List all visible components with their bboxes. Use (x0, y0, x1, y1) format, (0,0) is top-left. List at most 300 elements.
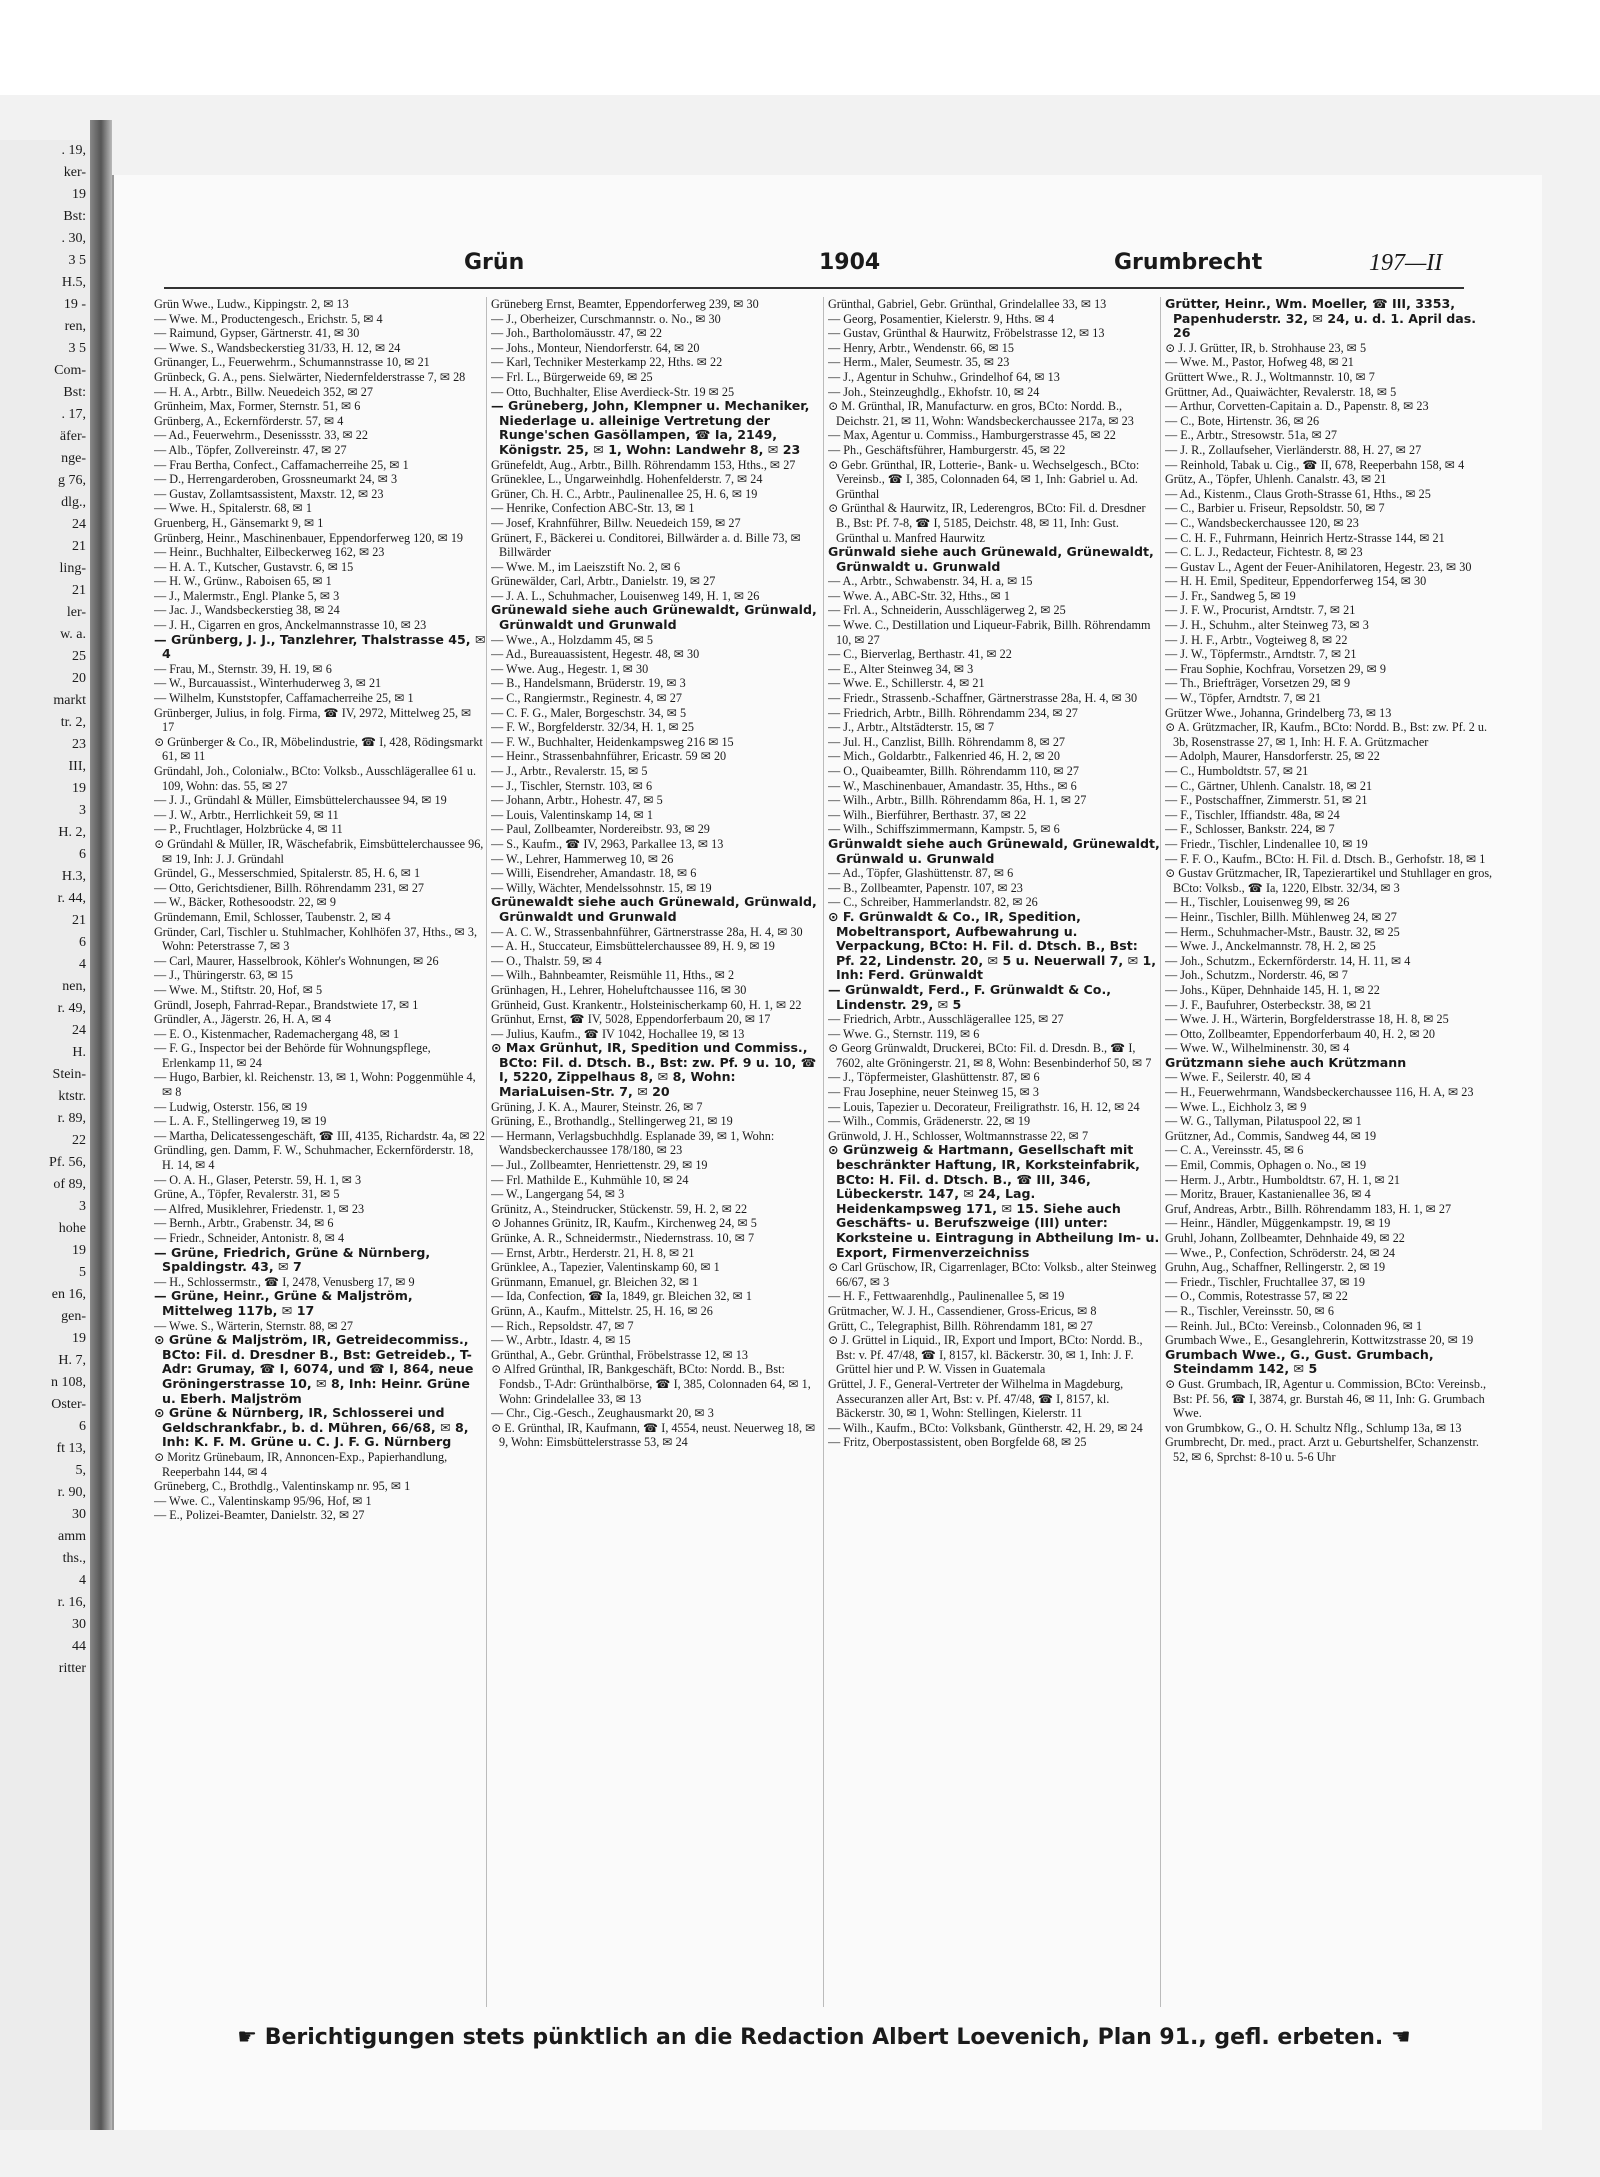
directory-entry: — J. W., Arbtr., Herrlichkeit 59, ✉ 11 (154, 807, 339, 822)
pointing-hand-right-icon: ☚ (1390, 2025, 1411, 2050)
directory-entry: — W., Töpfer, Arndtstr. 7, ✉ 21 (1165, 691, 1322, 706)
directory-entry: — F. W., Buchhalter, Heidenkampsweg 216 ✉ 15 (491, 734, 734, 749)
directory-entry: — Ida, Confection, ☎ Ia, 1849, gr. Bleichen 32, ✉ 1 (491, 1289, 752, 1304)
directory-entry: — Frau Bertha, Confect., Caffamacherreihe 25, ✉ 1 (154, 457, 409, 472)
directory-entry: Grünheid, Gust. Krankentr., Holsteinischerkamp 60, H. 1, ✉ 22 (491, 997, 802, 1012)
book-gutter (90, 120, 112, 2130)
adjacent-page-fragment: markt (53, 693, 86, 708)
adjacent-page-fragment: r. 49, (57, 1001, 86, 1016)
directory-entry: Grünberg, A., Eckernförderstr. 57, ✉ 4 (154, 413, 344, 428)
column-1 (154, 297, 487, 2007)
directory-entry: — Joh., Schutzm., Eckernförderstr. 14, H. 11, ✉ 4 (1165, 953, 1411, 968)
directory-entry: — Wwe. M., im Laeiszstift No. 2, ✉ 6 (491, 559, 681, 574)
directory-entry: Grünmann, Emanuel, gr. Bleichen 32, ✉ 1 (491, 1274, 699, 1289)
directory-entry: — F. F. O., Kaufm., BCto: H. Fil. d. Dtsch. B., Gerhofstr. 18, ✉ 1 (1165, 851, 1486, 866)
adjacent-page-fragment: . 30, (61, 231, 86, 246)
directory-entry: ⊙ Grünberger & Co., IR, Möbelindustrie, ☎ I, 428, Rödingsmarkt 61, ✉ 11 (154, 734, 483, 764)
directory-entry: — C., Gärtner, Uhlenh. Canalstr. 18, ✉ 21 (1165, 778, 1373, 793)
adjacent-page-strip (0, 140, 90, 2130)
directory-entry: — Th., Briefträger, Vorsetzen 29, ✉ 9 (1165, 676, 1351, 691)
directory-entry: — J., Töpfermeister, Glashüttenstr. 87, ✉ 6 (828, 1070, 1040, 1085)
directory-entry: Grütt, C., Telegraphist, Billh. Röhrendamm 181, ✉ 27 (828, 1318, 1093, 1333)
footer-text: Berichtigungen stets pünktlich an die Redaction Albert Loevenich, Plan 91., gefl. erbeten. (264, 2025, 1384, 2050)
directory-entry: — Raimund, Gypser, Gärtnerstr. 41, ✉ 30 (154, 326, 360, 341)
directory-entry: — Joh., Schutzm., Norderstr. 46, ✉ 7 (1165, 968, 1348, 983)
directory-entry: — J., Malermstr., Engl. Planke 5, ✉ 3 (154, 588, 340, 603)
adjacent-page-fragment: . 19, (61, 143, 86, 158)
directory-entry: — Joh., Bartholomäusstr. 47, ✉ 22 (491, 326, 663, 341)
directory-entry: Gruf, Andreas, Arbtr., Billh. Röhrendamm 183, H. 1, ✉ 27 (1165, 1201, 1452, 1216)
directory-entry: — Grünberg, J. J., Tanzlehrer, Thalstrasse 45, ✉ 4 (154, 631, 486, 662)
directory-entry: — Johs., Küper, Dehnhaide 145, H. 1, ✉ 22 (1165, 982, 1380, 997)
directory-entry: Gründer, Carl, Tischler u. Stuhlmacher, Kohlhöfen 37, Hths., ✉ 3, Wohn: Peterstrasse 7, ✉ 3 (154, 924, 478, 954)
directory-entry: — E., Alter Steinweg 34, ✉ 3 (828, 661, 974, 676)
directory-entry: — Friedrich, Arbtr., Billh. Röhrendamm 234, ✉ 27 (828, 705, 1078, 720)
directory-entry: — W., Lehrer, Hammerweg 10, ✉ 26 (491, 851, 674, 866)
adjacent-page-fragment: 24 (72, 1023, 86, 1038)
adjacent-page-fragment: Pf. 56, (49, 1155, 86, 1170)
adjacent-page-fragment: hohe (58, 1221, 86, 1236)
directory-entry: — Wwe. C., Destillation und Liqueur-Fabrik, Billh. Röhrendamm 10, ✉ 27 (828, 618, 1151, 647)
directory-entry: Grünert, F., Bäckerei u. Conditorei, Billwärder a. d. Bille 73, ✉ Billwärder (491, 530, 801, 560)
adjacent-page-fragment: 3 (79, 1199, 86, 1214)
directory-entry: — F. W., Borgfelderstr. 32/34, H. 1, ✉ 25 (491, 720, 694, 735)
header-page-number: 197—II (1369, 250, 1443, 276)
directory-entry: ⊙ Gustav Grützmacher, IR, Tapezierartikel und Stuhllager en gros, BCto: Volksb., ☎ Ia, 1220, Elbstr. 32/34, ✉ 3 (1165, 866, 1493, 895)
directory-entry: — C., Bierverlag, Berthastr. 41, ✉ 22 (828, 647, 1012, 662)
adjacent-page-fragment: ft 13, (56, 1441, 86, 1456)
directory-entry: — Wwe. Aug., Hegestr. 1, ✉ 30 (491, 661, 649, 676)
adjacent-page-fragment: r. 89, (57, 1111, 86, 1126)
directory-entry: — Wwe. C., Valentinskamp 95/96, Hof, ✉ 1 (154, 1493, 372, 1508)
adjacent-page-fragment: r. 16, (57, 1595, 86, 1610)
directory-entry: — H., Schlossermstr., ☎ I, 2478, Venusberg 17, ✉ 9 (154, 1274, 415, 1289)
directory-entry: — C., Schreiber, Hammerlandstr. 82, ✉ 26 (828, 895, 1038, 910)
directory-entry: Grünitz, A., Steindrucker, Stückenstr. 59, H. 2, ✉ 22 (491, 1201, 748, 1216)
directory-entry: — Ad., Töpfer, Glashüttenstr. 87, ✉ 6 (828, 866, 1014, 881)
directory-entry: — Bernh., Arbtr., Grabenstr. 34, ✉ 6 (154, 1216, 334, 1231)
adjacent-page-fragment: of 89, (53, 1177, 86, 1192)
directory-entry: — Wwe. J., Anckelmannstr. 78, H. 2, ✉ 25 (1165, 939, 1376, 954)
header-last-name: Grumbrecht (1114, 250, 1263, 275)
directory-entry: — Grünwaldt, Ferd., F. Grünwaldt & Co., Lindenstr. 29, ✉ 5 (828, 981, 1112, 1012)
pointing-hand-left-icon: ☛ (237, 2025, 258, 2050)
adjacent-page-fragment: ling- (59, 561, 86, 576)
directory-entry: — H., Tischler, Louisenweg 99, ✉ 26 (1165, 895, 1350, 910)
directory-entry: Grünhagen, H., Lehrer, Hoheluftchaussee 116, ✉ 30 (491, 982, 747, 997)
directory-entry: — P., Fruchtlager, Holzbrücke 4, ✉ 11 (154, 822, 343, 837)
directory-entry: Grünklee, A., Tapezier, Valentinskamp 60, ✉ 1 (491, 1260, 720, 1275)
directory-entry: — Wilh., Commis, Grädenerstr. 22, ✉ 19 (828, 1114, 1031, 1129)
directory-entry: — F., Schlosser, Bankstr. 224, ✉ 7 (1165, 822, 1335, 837)
directory-entry: Grünewald siehe auch Grünewaldt, Grünwald, Grünwaldt und Grunwald (491, 602, 817, 633)
directory-entry: ⊙ J. Grüttel in Liquid., IR, Export und Import, BCto: Nordd. B., Bst: v. Pf. 47/48, ☎ I, 8157, kl. Bäckerstr. 30, ✉ 1, Inh: J. F. Grüttel hier und P. W. Vissen in Guatemala (828, 1333, 1143, 1377)
directory-entry: — J., Arbtr., Altstädterstr. 15, ✉ 7 (828, 720, 994, 735)
directory-entry: ⊙ Grüne & Nürnberg, IR, Schlosserei und Geldschrankfabr., b. d. Mühren, 66/68, ✉ 8, Inh: K. F. M. Grüne u. C. J. F. G. Nürnberg (154, 1405, 469, 1450)
directory-entry: — Grüneberg, John, Klempner u. Mechaniker, Niederlage u. alleinige Vertretung der Runge'schen Gasöllampen, ☎ Ia, 2149, Königstr. 25, ✉ 1, Wohn: Landwehr 8, ✉ 23 (491, 398, 810, 457)
header-first-name: Grün (464, 250, 525, 275)
directory-entry: — Frl. A., Schneiderin, Ausschlägerweg 2, ✉ 25 (828, 603, 1066, 618)
directory-entry: — Frau Sophie, Kochfrau, Vorsetzen 29, ✉ 9 (1165, 661, 1386, 676)
directory-entry: Grünwaldt siehe auch Grünewald, Grünewaldt, Grünwald u. Grunwald (828, 835, 1160, 866)
directory-entry: — Wwe. M., Pastor, Hofweg 48, ✉ 21 (1165, 355, 1354, 370)
directory-entry: — Gustav L., Agent der Feuer-Anihilatoren, Hegestr. 23, ✉ 30 (1165, 559, 1472, 574)
directory-entry: — Wwe. S., Wärterin, Sternstr. 88, ✉ 27 (154, 1318, 353, 1333)
adjacent-page-fragment: Stein- (52, 1067, 86, 1082)
directory-entry: — C., Bote, Hirtenstr. 36, ✉ 26 (1165, 413, 1320, 428)
directory-entry: ⊙ F. Grünwaldt & Co., IR, Spedition, Mobeltransport, Aufbewahrung u. Verpackung, BCto: H. Fil. d. Dtsch. B., Bst: Pf. 22, Lindenstr. 20, ✉ 5 u. Neuerwall 7, ✉ 1, Inh: Ferd. Grünwaldt (828, 908, 1157, 983)
directory-entry: — J. W., Töpfermstr., Arndtstr. 7, ✉ 21 (1165, 647, 1357, 662)
directory-entry: — Wwe. M., Stiftstr. 20, Hof, ✉ 5 (154, 982, 323, 997)
adjacent-page-fragment: g 76, (58, 473, 86, 488)
adjacent-page-fragment: tr. 2, (60, 715, 86, 730)
directory-entry: — Wwe. M., Productengesch., Erichstr. 5, ✉ 4 (154, 311, 383, 326)
directory-entry: ⊙ E. Grünthal, IR, Kaufmann, ☎ I, 4554, neust. Neuerweg 18, ✉ 9, Wohn: Eimsbüttelerstrasse 53, ✉ 24 (491, 1420, 816, 1450)
directory-entry: — L. A. F., Stellingerweg 19, ✉ 19 (154, 1114, 327, 1129)
directory-entry: — Otto, Zollbeamter, Eppendorferbaum 40, H. 2, ✉ 20 (1165, 1026, 1435, 1041)
directory-entry: Grünefeldt, Aug., Arbtr., Billh. Röhrendamm 153, Hths., ✉ 27 (491, 457, 796, 472)
directory-entry: ⊙ Grüne & Maljström, IR, Getreidecommiss., BCto: Fil. d. Dresdner B., Bst: Getreideb., T-Adr: Grumay, ☎ I, 6074, und ☎ I, 864, neue Gröningerstrasse 10, ✉ 8, Inh: Heinr. Grüne u. Eberh. Maljström (154, 1332, 474, 1406)
directory-entry: — Wwe., P., Confection, Schröderstr. 24, ✉ 24 (1165, 1245, 1396, 1260)
directory-entry: — Herm., Schuhmacher-Mstr., Baustr. 32, ✉ 25 (1165, 924, 1400, 939)
directory-entry: Grumbach Wwe., E., Gesanglehrerin, Kottwitzstrasse 20, ✉ 19 (1165, 1333, 1474, 1348)
adjacent-page-fragment: H. 7, (58, 1353, 86, 1368)
directory-entry: — H. A. T., Kutscher, Gustavstr. 6, ✉ 15 (154, 559, 354, 574)
directory-entry: — Otto, Gerichtsdiener, Billh. Röhrendamm 231, ✉ 27 (154, 880, 425, 895)
corrections-notice (174, 2025, 1474, 2050)
directory-entry: Grünhut, Ernst, ☎ IV, 5028, Eppendorferbaum 20, ✉ 17 (491, 1012, 771, 1027)
directory-entry: — J. A. L., Schuhmacher, Louisenweg 149, H. 1, ✉ 26 (491, 588, 760, 603)
directory-entry: — Adolph, Maurer, Hansdorferstr. 25, ✉ 22 (1165, 749, 1380, 764)
directory-entry: — Louis, Valentinskamp 14, ✉ 1 (491, 807, 653, 822)
directory-entry: — E. O., Kistenmacher, Rademachergang 48, ✉ 1 (154, 1026, 400, 1041)
adjacent-page-fragment: dlg., (61, 495, 86, 510)
directory-entry: — Karl, Techniker Mesterkamp 22, Hths. ✉ 22 (491, 355, 723, 370)
directory-entry: — O., Quaibeamter, Billh. Röhrendamm 110, ✉ 27 (828, 764, 1079, 778)
directory-entry: — Wwe. S., Wandsbeckerstieg 31/33, H. 12, ✉ 24 (154, 340, 401, 355)
adjacent-page-fragment: 19 (72, 187, 86, 202)
directory-entry: — Mich., Goldarbtr., Falkenried 46, H. 2, ✉ 20 (828, 749, 1060, 764)
directory-entry: — Wwe. J. H., Wärterin, Borgfelderstrasse 18, H. 8, ✉ 25 (1165, 1012, 1449, 1027)
directory-entry: — Henrike, Confection ABC-Str. 13, ✉ 1 (491, 501, 695, 516)
adjacent-page-fragment: 6 (79, 847, 86, 862)
directory-entry: — C., Humboldtstr. 57, ✉ 21 (1165, 764, 1309, 778)
adjacent-page-fragment: 5, (75, 1463, 86, 1478)
directory-entry: — Rich., Repsoldstr. 47, ✉ 7 (491, 1318, 634, 1333)
directory-entry: — F. G., Inspector bei der Behörde für Wohnungspflege, Erlenkamp 11, ✉ 24 (154, 1041, 431, 1070)
directory-entry: — A., Arbtr., Schwabenstr. 34, H. a, ✉ 15 (828, 574, 1033, 589)
directory-entry: — H., Feuerwehrmann, Wandsbeckerchaussee 116, H. A, ✉ 23 (1165, 1085, 1474, 1100)
directory-entry: Grützmann siehe auch Krützmann (1165, 1054, 1407, 1070)
directory-entry: — W., Arbtr., Idastr. 4, ✉ 15 (491, 1333, 631, 1348)
adjacent-page-fragment: 21 (72, 913, 86, 928)
directory-entry: — Carl, Maurer, Hasselbrook, Köhler's Wohnungen, ✉ 26 (154, 953, 439, 968)
directory-entry: Grüning, J. K. A., Maurer, Steinstr. 26, ✉ 7 (491, 1099, 703, 1114)
directory-entry: — Wilhelm, Kunststopfer, Caffamacherreihe 25, ✉ 1 (154, 691, 414, 706)
directory-entry: Grünheim, Max, Former, Sternstr. 51, ✉ 6 (154, 399, 361, 414)
directory-entry: — J. J., Gründahl & Müller, Eimsbüttelerchaussee 94, ✉ 19 (154, 793, 447, 808)
directory-entry: ⊙ Moritz Grünebaum, IR, Annoncen-Exp., Papierhandlung, Reeperbahn 144, ✉ 4 (154, 1449, 448, 1479)
directory-entry: — Julius, Kaufm., ☎ IV 1042, Hochallee 19, ✉ 13 (491, 1026, 745, 1041)
directory-entry: Grützer Wwe., Johanna, Grindelberg 73, ✉ 13 (1165, 705, 1392, 720)
adjacent-page-fragment: H. (72, 1045, 86, 1060)
directory-entry: Grütz, A., Töpfer, Uhlenh. Canalstr. 43, ✉ 21 (1165, 472, 1387, 487)
directory-entry: — Ad., Bureauassistent, Hegestr. 48, ✉ 30 (491, 647, 700, 662)
directory-entry: — E., Polizei-Beamter, Danielstr. 32, ✉ 27 (154, 1508, 365, 1523)
directory-entry: Grünwald siehe auch Grünewald, Grünewaldt, Grünwaldt u. Grunwald (828, 544, 1154, 574)
header-year: 1904 (819, 250, 881, 275)
directory-entry: — Ph., Geschäftsführer, Hamburgerstr. 45, ✉ 22 (828, 442, 1066, 457)
directory-entry: Grünewälder, Carl, Arbtr., Danielstr. 19, ✉ 27 (491, 574, 716, 589)
adjacent-page-fragment: 21 (72, 583, 86, 598)
adjacent-page-fragment: ktstr. (58, 1089, 86, 1104)
directory-entry: Grütter, Heinr., Wm. Moeller, ☎ III, 3353, Papenhuderstr. 32, ✉ 24, u. d. 1. April das. 26 (1165, 297, 1477, 341)
directory-entry: Grüne, A., Töpfer, Revalerstr. 31, ✉ 5 (154, 1187, 340, 1202)
directory-entry: — Wilh., Bierführer, Berthastr. 37, ✉ 22 (828, 807, 1027, 822)
adjacent-page-fragment: Bst: (63, 385, 86, 400)
adjacent-page-fragment: ren, (64, 319, 86, 334)
directory-entry: — Friedr., Tischler, Fruchtallee 37, ✉ 19 (1165, 1274, 1365, 1289)
directory-entry: — Frau, M., Sternstr. 39, H. 19, ✉ 6 (154, 661, 332, 676)
directory-entry: — Herm. J., Arbtr., Humboldtstr. 67, H. 1, ✉ 21 (1165, 1172, 1401, 1187)
directory-entry: Gruhn, Aug., Schaffner, Rellingerstr. 2, ✉ 19 (1165, 1260, 1386, 1275)
directory-entry: — Alb., Töpfer, Zollvereinstr. 47, ✉ 27 (154, 442, 347, 457)
directory-entry: — J., Thüringerstr. 63, ✉ 15 (154, 968, 293, 983)
column-4 (1165, 297, 1497, 2007)
directory-entry: — H. W., Grünw., Raboisen 65, ✉ 1 (154, 574, 332, 589)
adjacent-page-fragment: 3 (79, 803, 86, 818)
directory-entry: — H. H. Emil, Spediteur, Eppendorferweg 154, ✉ 30 (1165, 574, 1427, 589)
adjacent-page-fragment: 24 (72, 517, 86, 532)
adjacent-page-fragment: nen, (62, 979, 86, 994)
directory-entry: — Willi, Eisendreher, Amandastr. 18, ✉ 6 (491, 866, 697, 881)
directory-entry: — Friedr., Strassenb.-Schaffner, Gärtnerstrasse 28a, H. 4, ✉ 30 (828, 691, 1138, 706)
directory-entry: — Henry, Arbtr., Wendenstr. 66, ✉ 15 (828, 340, 1014, 355)
adjacent-page-fragment: 3 5 (68, 253, 86, 268)
directory-entry: — F., Tischler, Iffiandstr. 48a, ✉ 24 (1165, 807, 1340, 822)
directory-columns (154, 297, 1494, 2007)
directory-entry: Grünanger, L., Feuerwehrm., Schumannstrasse 10, ✉ 21 (154, 355, 430, 370)
directory-entry: ⊙ A. Grützmacher, IR, Kaufm., BCto: Nordd. B., Bst: zw. Pf. 2 u. 3b, Rosenstrasse 27, ✉ 1, Inh: H. F. A. Grützmacher (1165, 720, 1488, 749)
adjacent-page-fragment: III, (68, 759, 86, 774)
directory-entry: — D., Herrengarderoben, Grossneumarkt 24, ✉ 3 (154, 472, 398, 487)
directory-entry: ⊙ J. J. Grütter, IR, b. Strohhause 23, ✉ 5 (1165, 340, 1367, 355)
directory-entry: — Jul. H., Canzlist, Billh. Röhrendamm 8, ✉ 27 (828, 734, 1066, 749)
adjacent-page-fragment: 19 (72, 781, 86, 796)
directory-entry: Grün Wwe., Ludw., Kippingstr. 2, ✉ 13 (154, 297, 349, 311)
directory-entry: — Friedr., Tischler, Lindenallee 10, ✉ 19 (1165, 836, 1368, 851)
directory-entry: — Wwe. L., Eichholz 3, ✉ 9 (1165, 1099, 1307, 1114)
directory-entry: Grüning, E., Brothandlg., Stellingerweg 21, ✉ 19 (491, 1114, 733, 1129)
adjacent-page-fragment: 19 - (63, 297, 86, 312)
directory-entry: ⊙ Carl Grüschow, IR, Cigarrenlager, BCto: Volksb., alter Steinweg 66/67, ✉ 3 (828, 1260, 1157, 1289)
directory-entry: — Wwe. G., Sternstr. 119, ✉ 6 (828, 1026, 980, 1041)
directory-entry: — Wwe. F., Seilerstr. 40, ✉ 4 (1165, 1070, 1311, 1085)
directory-entry: — Joh., Steinzeughdlg., Ekhofstr. 10, ✉ 24 (828, 384, 1040, 399)
directory-entry: — Wwe. E., Schillerstr. 4, ✉ 21 (828, 676, 985, 691)
directory-entry: — Wilh., Kaufm., BCto: Volksbank, Güntherstr. 42, H. 29, ✉ 24 (828, 1420, 1143, 1435)
directory-entry: Grünthal, A., Gebr. Grünthal, Fröbelstrasse 12, ✉ 13 (491, 1347, 748, 1362)
directory-entry: — J. Fr., Sandweg 5, ✉ 19 (1165, 588, 1296, 603)
directory-entry: Gründler, A., Jägerstr. 26, H. A, ✉ 4 (154, 1012, 331, 1027)
adjacent-page-fragment: äfer- (59, 429, 86, 444)
directory-entry: — Herm., Maler, Seumestr. 35, ✉ 23 (828, 355, 1010, 370)
directory-entry: — Jul., Zollbeamter, Henriettenstr. 29, ✉ 19 (491, 1158, 708, 1173)
adjacent-page-fragment: r. 90, (57, 1485, 86, 1500)
adjacent-page-fragment: . 17, (61, 407, 86, 422)
directory-entry: — Arthur, Corvetten-Capitain a. D., Papenstr. 8, ✉ 23 (1165, 399, 1429, 414)
directory-entry: — W. G., Tallyman, Pilatuspool 22, ✉ 1 (1165, 1114, 1362, 1129)
directory-entry: — Heinr., Händler, Müggenkampstr. 19, ✉ 19 (1165, 1216, 1391, 1231)
directory-entry: ⊙ Alfred Grünthal, IR, Bankgeschäft, BCto: Nordd. B., Bst: Fondsb., T-Adr: Grünthalbörse, ☎ I, 385, Colonnaden 64, ✉ 1, Wohn: Grindelallee 33, ✉ 13 (491, 1362, 811, 1406)
directory-entry: — Wilh., Schiffszimmermann, Kampstr. 5, ✉ 6 (828, 822, 1060, 837)
directory-entry: Gründling, gen. Damm, F. W., Schuhmacher, Eckernförderstr. 18, H. 14, ✉ 4 (154, 1143, 474, 1173)
adjacent-page-fragment: en 16, (51, 1287, 86, 1302)
directory-entry: Gründl, Joseph, Fahrrad-Repar., Brandstwiete 17, ✉ 1 (154, 997, 419, 1012)
column-2 (491, 297, 824, 2007)
directory-entry: — J. F. W., Procurist, Arndtstr. 7, ✉ 21 (1165, 603, 1356, 618)
directory-entry: — Wwe., A., Holzdamm 45, ✉ 5 (491, 632, 653, 647)
directory-entry: ⊙ Georg Grünwaldt, Druckerei, BCto: Fil. d. Dresdn. B., ☎ I, 7602, alte Gröningerstr. 21, ✉ 8, Wohn: Besenbinderhof 50, ✉ 7 (828, 1041, 1152, 1070)
directory-entry: Gruhl, Johann, Zollbeamter, Dehnhaide 49, ✉ 22 (1165, 1231, 1405, 1245)
directory-entry: — Gustav, Zollamtsassistent, Maxstr. 12, ✉ 23 (154, 486, 384, 501)
adjacent-page-fragment: 21 (72, 539, 86, 554)
directory-entry: — Hugo, Barbier, kl. Reichenstr. 13, ✉ 1, Wohn: Poggenmühle 4, ✉ 8 (154, 1070, 476, 1100)
directory-entry: — Martha, Delicatessengeschäft, ☎ III, 4135, Richardstr. 4a, ✉ 22 (154, 1128, 486, 1143)
directory-entry: — Wilh., Bahnbeamter, Reismühle 11, Hths., ✉ 2 (491, 968, 735, 983)
directory-entry: — Chr., Cig.-Gesch., Zeughausmarkt 20, ✉ 3 (491, 1406, 714, 1421)
directory-entry: — Reinhold, Tabak u. Cig., ☎ II, 678, Reeperbahn 158, ✉ 4 (1165, 457, 1465, 472)
directory-entry: — C., Rangiermstr., Reginestr. 4, ✉ 27 (491, 691, 682, 706)
directory-entry: — J. H. F., Arbtr., Vogteiweg 8, ✉ 22 (1165, 632, 1348, 647)
directory-entry: Grüttel, J. F., General-Vertreter der Wilhelma in Magdeburg, Assecuranzen aller Art, Bst: v. Pf. 47/48, ☎ I, 8157, kl. Bäckerstr. 30, ✉ 1, Wohn: Stellingen, Kielerstr. 11 (828, 1376, 1124, 1421)
directory-entry: — C. A., Vereinsstr. 45, ✉ 6 (1165, 1143, 1304, 1158)
directory-entry: Grüneberg Ernst, Beamter, Eppendorferweg 239, ✉ 30 (491, 297, 759, 311)
directory-entry: — Wwe. W., Wilhelminenstr. 30, ✉ 4 (1165, 1041, 1350, 1056)
directory-entry: Grüneberg, C., Brothdlg., Valentinskamp nr. 95, ✉ 1 (154, 1479, 411, 1494)
directory-entry: ⊙ Gebr. Grünthal, IR, Lotterie-, Bank- u. Wechselgesch., BCto: Vereinsb., ☎ I, 385, Colonnaden 64, ✉ 1, Inh: Gabriel u. Ad. Grünthal (828, 457, 1140, 501)
adjacent-page-fragment: amm (58, 1529, 86, 1544)
directory-entry: — Ad., Feuerwehrm., Desenissstr. 33, ✉ 22 (154, 428, 368, 443)
directory-entry: ⊙ Gust. Grumbach, IR, Agentur u. Commission, BCto: Vereinsb., Bst: Pf. 56, ☎ I, 3874, gr. Burstah 46, ✉ 11, Inh: G. Grumbach Wwe. (1165, 1376, 1487, 1421)
directory-entry: Grünthal, Gabriel, Gebr. Grünthal, Grindelallee 33, ✉ 13 (828, 297, 1107, 311)
directory-entry: — J., Agentur in Schuhw., Grindelhof 64, ✉ 13 (828, 369, 1060, 384)
adjacent-page-fragment: nge- (61, 451, 86, 466)
directory-entry: — J., Oberheizer, Curschmannstr. o. No., ✉ 30 (491, 311, 721, 326)
directory-entry: Gründahl, Joh., Colonialw., BCto: Volksb., Ausschlägerallee 61 u. 109, Wohn: das. 55, ✉ 27 (154, 764, 477, 793)
directory-entry: — Josef, Krahnführer, Billw. Neuedeich 159, ✉ 27 (491, 515, 741, 530)
directory-entry: — W., Bäcker, Rothesoodstr. 22, ✉ 9 (154, 895, 337, 910)
directory-entry: — O. A. H., Glaser, Peterstr. 59, H. 1, ✉ 3 (154, 1172, 362, 1187)
directory-entry: — C. F. G., Maler, Borgeschstr. 34, ✉ 5 (491, 705, 687, 720)
adjacent-page-fragment: 30 (72, 1507, 86, 1522)
directory-entry: — R., Tischler, Vereinsstr. 50, ✉ 6 (1165, 1303, 1334, 1318)
adjacent-page-fragment: ker- (63, 165, 86, 180)
adjacent-page-fragment: gen- (61, 1309, 86, 1324)
directory-entry: — J., Arbtr., Revalerstr. 15, ✉ 5 (491, 764, 648, 778)
directory-entry: — F., Postschaffner, Zimmerstr. 51, ✉ 21 (1165, 793, 1368, 808)
directory-entry: ⊙ M. Grünthal, IR, Manufacturw. en gros, BCto: Nordd. B., Deichstr. 21, ✉ 11, Wohn: Wandsbeckerchaussee 217a, ✉ 23 (828, 399, 1134, 428)
adjacent-page-fragment: H.5, (61, 275, 86, 290)
directory-entry: ⊙ Johannes Grünitz, IR, Kaufm., Kirchenweg 24, ✉ 5 (491, 1216, 757, 1231)
directory-entry: Grünberger, Julius, in folg. Firma, ☎ IV, 2972, Mittelweg 25, ✉ 17 (154, 705, 472, 735)
directory-page (112, 175, 1542, 2130)
directory-entry: — H. A., Arbtr., Billw. Neuedeich 352, ✉ 27 (154, 384, 373, 399)
directory-entry: — C., Wandsbeckerchaussee 120, ✉ 23 (1165, 515, 1359, 530)
directory-entry: — O., Commis, Rotestrasse 57, ✉ 22 (1165, 1289, 1348, 1304)
adjacent-page-fragment: 19 (72, 1331, 86, 1346)
adjacent-page-fragment: 5 (79, 1265, 86, 1280)
directory-entry: ⊙ Max Grünhut, IR, Spedition und Commiss., BCto: Fil. d. Dtsch. B., Bst: zw. Pf. 9 u. 10, ☎ I, 5220, Zippelhaus 8, ✉ 8, Wohn: MariaLuisen-Str. 7, ✉ 20 (491, 1040, 817, 1100)
directory-entry: — Frl. Mathilde E., Kuhmühle 10, ✉ 24 (491, 1172, 689, 1187)
directory-entry: — B., Handelsmann, Brüderstr. 19, ✉ 3 (491, 676, 686, 691)
directory-entry: — A. H., Stuccateur, Eimsbüttelerchaussee 89, H. 9, ✉ 19 (491, 939, 775, 954)
directory-entry: — Hermann, Verlagsbuchhdlg. Esplanade 39, ✉ 1, Wohn: Wandsbeckerchaussee 178/180, ✉ 23 (491, 1128, 775, 1158)
directory-entry: — Johann, Arbtr., Hohestr. 47, ✉ 5 (491, 793, 663, 808)
directory-entry: — W., Langergang 54, ✉ 3 (491, 1187, 625, 1202)
adjacent-page-fragment: 23 (72, 737, 86, 752)
directory-entry: — S., Kaufm., ☎ IV, 2963, Parkallee 13, ✉ 13 (491, 836, 724, 851)
adjacent-page-fragment: 20 (72, 671, 86, 686)
directory-entry: — Ernst, Arbtr., Herderstr. 21, H. 8, ✉ 21 (491, 1245, 695, 1260)
directory-entry: — J. H., Cigarren en gros, Anckelmannstrasse 10, ✉ 23 (154, 618, 427, 633)
directory-entry: Grünberg, Heinr., Maschinenbauer, Eppendorferweg 120, ✉ 19 (154, 530, 464, 545)
directory-entry: Grünwold, J. H., Schlosser, Woltmannstrasse 22, ✉ 7 (828, 1128, 1089, 1143)
directory-entry: — B., Zollbeamter, Papenstr. 107, ✉ 23 (828, 880, 1023, 895)
directory-entry: Grüneklee, L., Ungarweinhdlg. Hohenfelderstr. 7, ✉ 24 (491, 472, 763, 487)
adjacent-page-fragment: Com- (54, 363, 86, 378)
adjacent-page-fragment: 25 (72, 649, 86, 664)
directory-entry: Grüttert Wwe., R. J., Woltmannstr. 10, ✉ 7 (1165, 369, 1375, 384)
adjacent-page-fragment: 6 (79, 935, 86, 950)
directory-entry: — J. R., Zollaufseher, Vierländerstr. 88, H. 27, ✉ 27 (1165, 442, 1422, 457)
adjacent-page-fragment: Oster- (51, 1397, 86, 1412)
directory-entry: Gründel, G., Messerschmied, Spitalerstr. 85, H. 6, ✉ 1 (154, 866, 421, 881)
adjacent-page-fragment: ths., (62, 1551, 86, 1566)
directory-entry: — Moritz, Brauer, Kastanienallee 36, ✉ 4 (1165, 1187, 1371, 1202)
directory-entry: — Jac. J., Wandsbeckerstieg 38, ✉ 24 (154, 603, 340, 618)
adjacent-page-fragment: 4 (79, 957, 86, 972)
directory-entry: — Gustav, Grünthal & Haurwitz, Fröbelstrasse 12, ✉ 13 (828, 326, 1105, 341)
directory-entry: — Johs., Monteur, Niendorferstr. 64, ✉ 20 (491, 340, 700, 355)
adjacent-page-fragment: 3 5 (68, 341, 86, 356)
directory-entry: Grünewaldt siehe auch Grünewald, Grünwald, Grünwaldt und Grunwald (491, 894, 817, 924)
adjacent-page-fragment: r. 44, (57, 891, 86, 906)
adjacent-page-fragment: H. 2, (58, 825, 86, 840)
directory-entry: Grützner, Ad., Commis, Sandweg 44, ✉ 19 (1165, 1128, 1377, 1143)
adjacent-page-fragment: Bst: (63, 209, 86, 224)
directory-entry: — H. F., Fettwaarenhdlg., Paulinenallee 5, ✉ 19 (828, 1289, 1065, 1304)
directory-entry: — Louis, Tapezier u. Decorateur, Freiligrathstr. 16, H. 12, ✉ 24 (828, 1099, 1140, 1114)
directory-entry: Grünke, A. R., Schneidermstr., Niedernstrass. 10, ✉ 7 (491, 1231, 755, 1245)
directory-entry: — O., Thalstr. 59, ✉ 4 (491, 953, 602, 968)
adjacent-page-fragment: H.3, (61, 869, 86, 884)
directory-entry: — Paul, Zollbeamter, Nordereibstr. 93, ✉ 29 (491, 822, 710, 837)
adjacent-page-fragment: ler- (66, 605, 86, 620)
directory-entry: Grumbach Wwe., G., Gust. Grumbach, Steindamm 142, ✉ 5 (1165, 1346, 1434, 1377)
directory-entry: — C. H. F., Fuhrmann, Heinrich Hertz-Strasse 144, ✉ 21 (1165, 530, 1445, 545)
directory-entry: Grüner, Ch. H. C., Arbtr., Paulinenallee 25, H. 6, ✉ 19 (491, 486, 758, 501)
adjacent-page-fragment: w. a. (60, 627, 86, 642)
directory-entry: — Ad., Kistenm., Claus Groth-Strasse 61, Hths., ✉ 25 (1165, 486, 1431, 501)
directory-entry: — Ludwig, Osterstr. 156, ✉ 19 (154, 1099, 308, 1114)
directory-entry: ⊙ Grünthal & Haurwitz, IR, Lederengros, BCto: Fil. d. Dresdner B., Bst: Pf. 7-8, ☎ I, 5185, Deichstr. 48, ✉ 11, Inh: Gust. Grünthal u. Manfred Haurwitz (828, 501, 1146, 545)
directory-entry: — Max, Agentur u. Commiss., Hamburgerstrasse 45, ✉ 22 (828, 428, 1116, 443)
directory-entry: — Friedr., Schneider, Antonistr. 8, ✉ 4 (154, 1231, 345, 1245)
directory-entry: — Otto, Buchhalter, Elise Averdieck-Str. 19 ✉ 25 (491, 384, 735, 399)
column-3 (828, 297, 1161, 2007)
adjacent-page-fragment: 19 (72, 1243, 86, 1258)
